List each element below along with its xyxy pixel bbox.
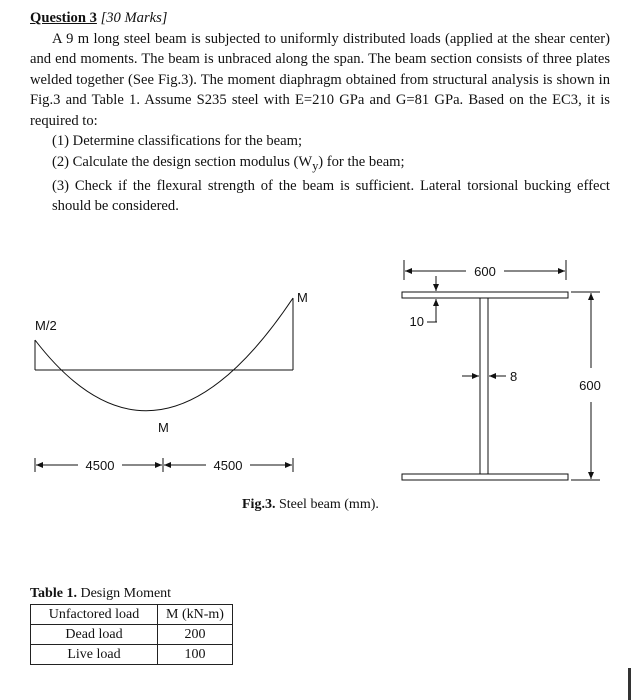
- table-row: [31, 625, 233, 645]
- caption-label: Fig.3.: [242, 497, 276, 512]
- table-title-label: Table 1.: [30, 586, 77, 601]
- table-header: Unfactored load: [31, 605, 158, 625]
- bottom-flange: [402, 474, 568, 480]
- i-section: [402, 260, 601, 480]
- table-cell-load: Dead load: [31, 625, 158, 645]
- task-item: [30, 152, 610, 176]
- moment-curve: [35, 298, 293, 411]
- table-cell-moment: 100: [158, 645, 233, 665]
- task-subscript: y: [312, 158, 319, 173]
- task-text: (2) Calculate the design section modulus (W: [52, 153, 313, 170]
- question-text: [30, 8, 610, 217]
- table-row: [31, 645, 233, 665]
- question-heading: [30, 8, 610, 29]
- table-cell-load: Live load: [31, 645, 158, 665]
- task-item: (1) Determine classifications for the beam;: [52, 133, 303, 149]
- table-title-text: Design Moment: [76, 586, 172, 601]
- top-flange: [402, 292, 568, 298]
- question-marks: [30 Marks]: [100, 10, 168, 26]
- flange-thickness-label: 10: [409, 314, 424, 329]
- question-body: A 9 m long steel beam is subjected to uniformly distributed loads (applied at the shear center) and end moments. The beam is unbraced along the span. The beam section consists of three plates welded together (See Fig.3). The moment diaphragm obtained from structural analysis is shown in Fig.3 and Table 1. Assume S235 steel with E=210 GPa and G=81 GPa. Based on the EC3, it is required to:: [30, 30, 610, 129]
- web-thickness-label: 8: [510, 369, 518, 384]
- depth-label: 600: [579, 378, 601, 393]
- left-moment-label: M/2: [35, 318, 57, 333]
- figure-3: [0, 250, 639, 495]
- web: [480, 298, 488, 474]
- mid-moment-label: M: [158, 420, 169, 435]
- flange-width-label: 600: [474, 264, 496, 279]
- table-cell-moment: 200: [158, 625, 233, 645]
- table-title: [30, 586, 171, 602]
- question-label: Question 3: [30, 10, 97, 26]
- design-moment-table: [30, 604, 233, 665]
- task-item: (3) Check if the flexural strength of the beam is sufficient. Lateral torsional bucking effect should be considered.: [52, 177, 610, 215]
- figure-caption: [242, 497, 379, 513]
- table-header: M (kN-m): [158, 605, 233, 625]
- page-edge-bar: [628, 668, 631, 700]
- right-moment-label: M: [297, 290, 308, 305]
- caption-text: Steel beam (mm).: [275, 497, 379, 512]
- moment-diagram: [35, 290, 308, 473]
- task-list: [30, 131, 610, 217]
- task-text-tail: ) for the beam;: [318, 153, 405, 170]
- span-left-label: 4500: [85, 458, 115, 473]
- span-right-label: 4500: [213, 458, 243, 473]
- table-header-row: [31, 605, 233, 625]
